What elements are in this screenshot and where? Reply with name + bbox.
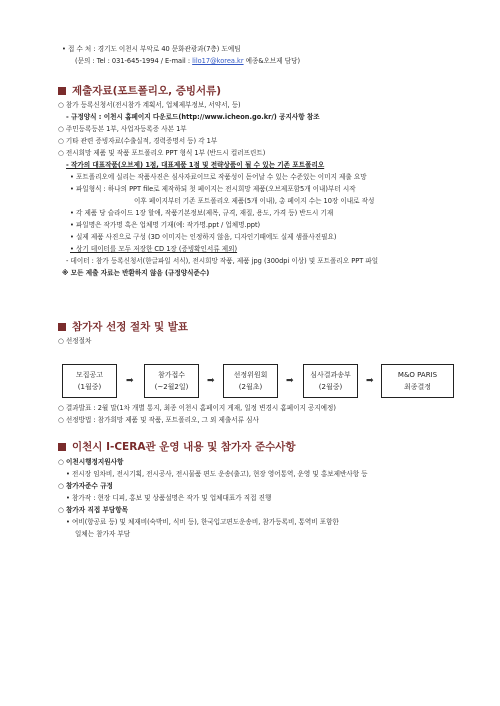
flow-step-title: 심사결과송부: [310, 371, 351, 379]
list-item: • 포트폴리오에 실리는 작품사진은 심사자료이므로 작품성이 돋어날 수 있는 수준있는 이미지 제출 요망: [70, 173, 367, 181]
subheading: ○ 참가자준수 규정: [58, 482, 113, 490]
list-item: ○ 주민등록등본 1부, 사업자등록증 사본 1부: [58, 125, 187, 133]
flow-step: [144, 364, 199, 398]
notice-line: ※ 모든 제출 자료는 반환하지 않음 (규정양식준수): [62, 269, 210, 277]
flow-step-date: (2월중): [318, 383, 343, 391]
flow-step-title: 모집공고: [75, 371, 104, 379]
flow-step: [223, 364, 278, 398]
flow-step-title: 참가접수: [157, 371, 186, 379]
square-bullet-icon: [58, 323, 66, 331]
result-line: ○ 결과발표 : 2월 말(1차 개별 통지, 최종 이천시 홈페이지 게재, 일정 변경시 홈페이지 공지예정): [58, 404, 336, 412]
list-item: ○ 참가 등록신청서(전시참가 계획서, 업체제부정보, 서약서, 등): [58, 101, 241, 109]
flow-step-date: (2월초): [238, 383, 263, 391]
list-item: 일체는 참가자 부담: [75, 530, 131, 538]
list-item: • 실제 제품 사진으로 구성 (3D 이미지는 인정하지 않음, 디자인기때에도 실제 샘플사진필요): [70, 233, 337, 241]
section-title-selection: [58, 319, 188, 334]
list-item: • 파일형식 : 하나의 PPT file로 제작하되 첫 페이지는 전시희망 제품(오브제포함5개 이내)부터 시작: [70, 185, 356, 193]
flow-step: [381, 364, 454, 398]
method-line: ○ 선정방법 : 참가희망 제품 및 작품, 포트폴리오, 그 외 제출서류 심사: [58, 416, 259, 424]
flow-step-title: M&O PARIS: [397, 371, 438, 379]
flow-step: [303, 364, 358, 398]
arrow-right-icon: ➡: [207, 376, 215, 386]
email-link[interactable]: lilo17@korea.kr: [192, 57, 244, 65]
flow-step-title: 선정위원회: [233, 371, 268, 379]
list-item: ○ 기타 관련 증빙자료(수출실적, 경력증명서 등) 각 1부: [58, 137, 218, 145]
square-bullet-icon: [58, 87, 66, 95]
flow-step-date: 최종결정: [403, 383, 432, 391]
section-title-operation: [58, 439, 296, 454]
contact-suffix: 예종&오브제 담당): [243, 57, 301, 65]
flow-step-date: (~2월2일): [154, 383, 189, 391]
contact-line: [75, 57, 300, 66]
list-item: - 작가의 대표작품(오브제) 1점, 대표제품 1점 및 전략상품이 될 수 있는 기존 포트폴리오: [66, 161, 325, 169]
list-item: • 각 제품 당 슬라이드 1장 할애, 작품기본정보(제목, 규격, 재질, 용도, 가격 등) 반드시 기재: [70, 209, 334, 217]
flow-step: [62, 364, 117, 398]
list-item: • 파일명은 작가명 혹은 업체명 기재(예: 작가명.ppt / 업체명.ppt): [70, 221, 261, 229]
contact-prefix: (문의 : Tel : 031-645-1994 / E-mail :: [75, 57, 193, 65]
subheading: ○ 이천시행정지원사항: [58, 458, 124, 466]
address-line: • 접 수 처 : 경기도 이천시 부악로 40 문화관광과(7층) 도예팀: [62, 45, 241, 53]
list-item: ○ 전시희망 제품 및 작품 포트폴리오 PPT 형식 1부 (반드시 컬러프린트): [58, 149, 266, 157]
list-item: • 참가작 : 현장 디피, 홍보 및 상품설명은 작가 및 업체대표가 직접 진행: [66, 494, 272, 502]
section-title-text: 참가자 선정 절차 및 발표: [72, 321, 189, 333]
list-item: - 규정양식 : 이천시 홈페이지 다운로드(http://www.icheon.go.kr/) 공지사항 참조: [66, 113, 320, 121]
arrow-right-icon: ➡: [126, 376, 134, 386]
section-title-text: 제출자료(포트폴리오, 증빙서류): [72, 85, 222, 97]
section-title-text: 이천시 I-CERA관 운영 내용 및 참가자 준수사항: [72, 441, 296, 453]
arrow-right-icon: ➡: [366, 376, 374, 386]
list-item: • 여비(항공료 등) 및 체재비(숙박비, 식비 등), 한국입고편도운송비, 참가등록비, 통역비 포함한: [66, 518, 339, 526]
list-item: - 데이터 : 참가 등록신청서(한글파일 서식), 전시희망 작품, 제품 jpg (300dpi 이상) 및 포트폴리오 PPT 파일: [66, 257, 379, 265]
section-title-submission: [58, 83, 221, 98]
subheading: ○ 참가자 직접 부담항목: [58, 506, 128, 514]
list-item: • 전시장 임차비, 전시기획, 전시공사, 전시물품 편도 운송(출고), 현장 영어통역, 운영 및 홍보제반사항 등: [66, 470, 368, 478]
list-item: • 상기 데이터를 모두 저장한 CD 1장 (증빙확인서류 제외): [70, 245, 238, 253]
square-bullet-icon: [58, 443, 66, 451]
arrow-right-icon: ➡: [286, 376, 294, 386]
process-label: ○ 선정절차: [58, 337, 92, 345]
list-item: 이후 페이지부터 기존 포트폴리오 제품(5개 이내), 총 페이지 수는 10장 이내로 작성: [134, 197, 375, 205]
flow-step-date: (1월중): [77, 383, 102, 391]
